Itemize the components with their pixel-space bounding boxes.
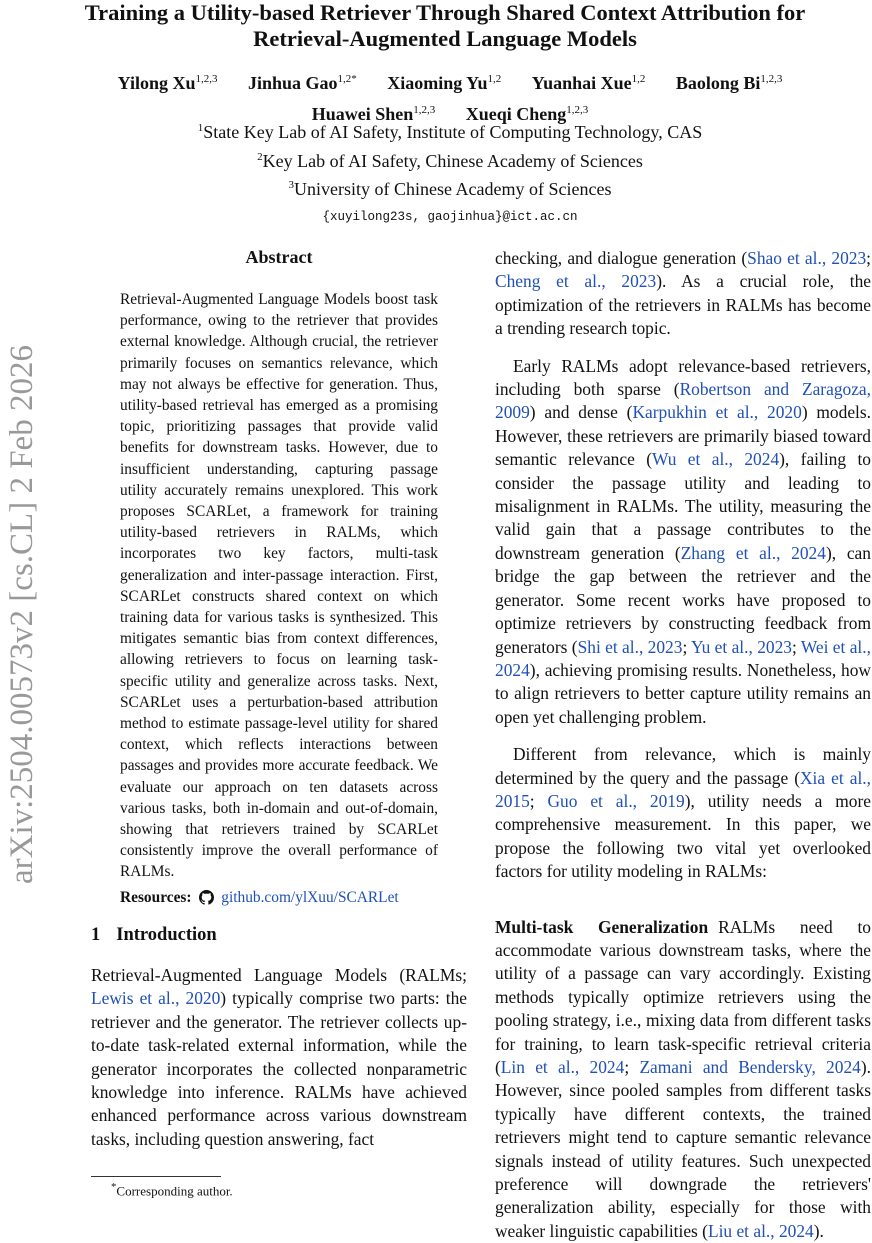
citation-link[interactable]: Cheng et al., 2023 — [495, 271, 657, 292]
author: Yuanhai Xue$^{1,2}$ — [531, 73, 646, 93]
citation-link[interactable]: Shao et al., 2023 — [747, 248, 867, 268]
title-line-1: Training a Utility-based Retriever Through Shared Context Attribution for — [84, 0, 806, 25]
intro-paragraph-2: Early RALMs adopt relevance-based retrievers, including both sparse (Robertson and Zaragoza, 2009) and dense (Karpukhin et al., 2020) models. However, these retrievers are primarily biased toward semantic relevance (Wu et al., 2024), failing to consider the passage utility and leading to misalignment in RALMs. The utility, measuring the valid gain that a passage contributes to the downstream generation (Zhang et al., 2024), can bridge the gap between the retriever and the generator. Some recent works have proposed to optimize retrievers by constructing feedback from generators (Shi et al., 2023; Yu et al., 2023; Wei et al., 2024), achieving promising results. Nonetheless, how to align retrievers to better capture utility remains an open yet challenging problem. — [495, 355, 871, 727]
section-heading-introduction: 1 Introduction — [91, 925, 217, 945]
intro-paragraph-1: Retrieval-Augmented Language Models (RALMs; Lewis et al., 2020) typically comprise two parts: the retriever and the generator. The retriever collects up-to-date task-related external information, while the generator incorporates the collected nonparametric knowledge into inference. RALMs have achieved enhanced performance across various downstream tasks, including question answering, fact — [91, 965, 467, 1149]
author: Xiaoming Yu$^{1,2}$ — [387, 73, 502, 93]
intro-paragraph-1-cont: checking, and dialogue generation (Shao et al., 2023; Cheng et al., 2023). As a crucial role, the optimization of the retrievers in RALMs has become a trending research topic. — [495, 248, 872, 339]
footnote-rule — [91, 1176, 221, 1177]
citation-link[interactable]: Lin et al., 2024 — [500, 1057, 625, 1077]
citation-link[interactable]: Karpukhin et al., 2020 — [632, 402, 802, 423]
citation-link[interactable]: Liu et al., 2024 — [707, 1220, 814, 1241]
footnote: *Corresponding author. — [111, 1181, 233, 1199]
author: Jinhua Gao$^{1,2*}$ — [247, 73, 357, 93]
affiliations — [60, 116, 840, 229]
abstract-body: Retrieval-Augmented Language Models boost task performance, owing to the retriever that provides external knowledge. Although crucial, the retriever primarily focuses on semantics relevance, which may not always be effective for generation. Thus, utility-based retrieval has emerged as a promising topic, prioritizing passages that provide valid benefits for downstream tasks. However, due to insufficient understanding, capturing passage utility accurately remains unexplored. This work proposes SCARLet, a framework for training utility-based retrievers in RALMs, which incorporates two key factors, multi-task generalization and inter-passage interaction. First, SCARLet constructs shared context on which training data for various tasks is synthesized. This mitigates semantic bias from context differences, allowing retrievers to focus on learning task-specific utility and generalize across tasks. Next, SCARLet uses a perturbation-based attribution method to estimate passage-level utility for shared context, which reflects interactions between passages and provides more accurate feedback. We evaluate our approach on ten datasets across various tasks, both in-domain and out-of-domain, showing that retrievers trained by SCARLet consistently improve the overall performance of RALMs. — [120, 291, 438, 881]
citation-link[interactable]: Wei et al., 2024 — [495, 636, 871, 680]
citation-link[interactable]: Yu et al., 2023 — [690, 636, 792, 657]
affiliation: $^2$Key Lab of AI Safety, Chinese Academy of Sciences — [257, 150, 643, 171]
affiliation: $^3$University of Chinese Academy of Sciences — [288, 179, 612, 199]
paper-title — [50, 0, 840, 52]
intro-paragraph-3: Different from relevance, which is mainly determined by the query and the passage (Xia et al., 2015; Guo et al., 2019), utility needs a more comprehensive measurement. In this paper, we propose the following two vital yet overlooked factors for utility modeling in RALMs: — [495, 744, 871, 882]
citation-link[interactable]: Zhang et al., 2024 — [680, 542, 826, 563]
repo-link[interactable]: github.com/ylXuu/SCARLet — [221, 889, 399, 906]
intro-paragraph-multitask: Multi-task Generalization RALMs need to accommodate various downstream tasks, where the utility of a passage can vary accordingly. Existing methods typically optimize retrievers using the pooling strategy, i.e., mixing data from different tasks for training, to learn task-specific retrieval criteria (Lin et al., 2024; Zamani and Bendersky, 2024). However, since pooled samples from different tasks typically have different contexts, the trained retrievers might tend to capture semantic relevance signals instead of utility features. Such unexpected preference will downgrade the retrievers' generalization ability, especially for those with weaker linguistic capabilities (Liu et al., 2024). — [495, 916, 871, 1241]
github-icon — [199, 890, 214, 910]
citation-link[interactable]: Xia et al., 2015 — [495, 767, 871, 811]
paragraph-heading: Multi-task Generalization — [495, 916, 709, 937]
author: Baolong Bi$^{1,2,3}$ — [675, 73, 783, 93]
arxiv-identifier[interactable]: arXiv:2504.00573v2 [cs.CL] 2 Feb 2026 — [4, 345, 40, 884]
author: Yilong Xu$^{1,2,3}$ — [117, 73, 218, 93]
resources-label: Resources: — [120, 889, 192, 906]
contact-email: {xuyilong23s, gaojinhua}@ict.ac.cn — [322, 209, 578, 224]
citation-link[interactable]: Lewis et al., 2020 — [91, 988, 221, 1009]
abstract-heading: Abstract — [245, 247, 313, 267]
author: Huawei Shen$^{1,2,3}$ — [311, 104, 436, 124]
citation-link[interactable]: Robertson and Zaragoza, 2009 — [495, 379, 871, 423]
resources-line — [120, 889, 460, 910]
citation-link[interactable]: Guo et al., 2019 — [547, 790, 685, 811]
author: Xueqi Cheng$^{1,2,3}$ — [465, 104, 589, 124]
citation-link[interactable]: Wu et al., 2024 — [651, 449, 780, 470]
title-line-2: Retrieval-Augmented Language Models — [253, 26, 637, 51]
affiliation: $^1$State Key Lab of AI Safety, Institute of Computing Technology, CAS — [197, 122, 703, 142]
right-column — [495, 247, 871, 1243]
author-row-1 — [60, 66, 840, 97]
citation-link[interactable]: Shi et al., 2023 — [577, 636, 683, 657]
citation-link[interactable]: Zamani and Bendersky, 2024 — [639, 1057, 861, 1077]
